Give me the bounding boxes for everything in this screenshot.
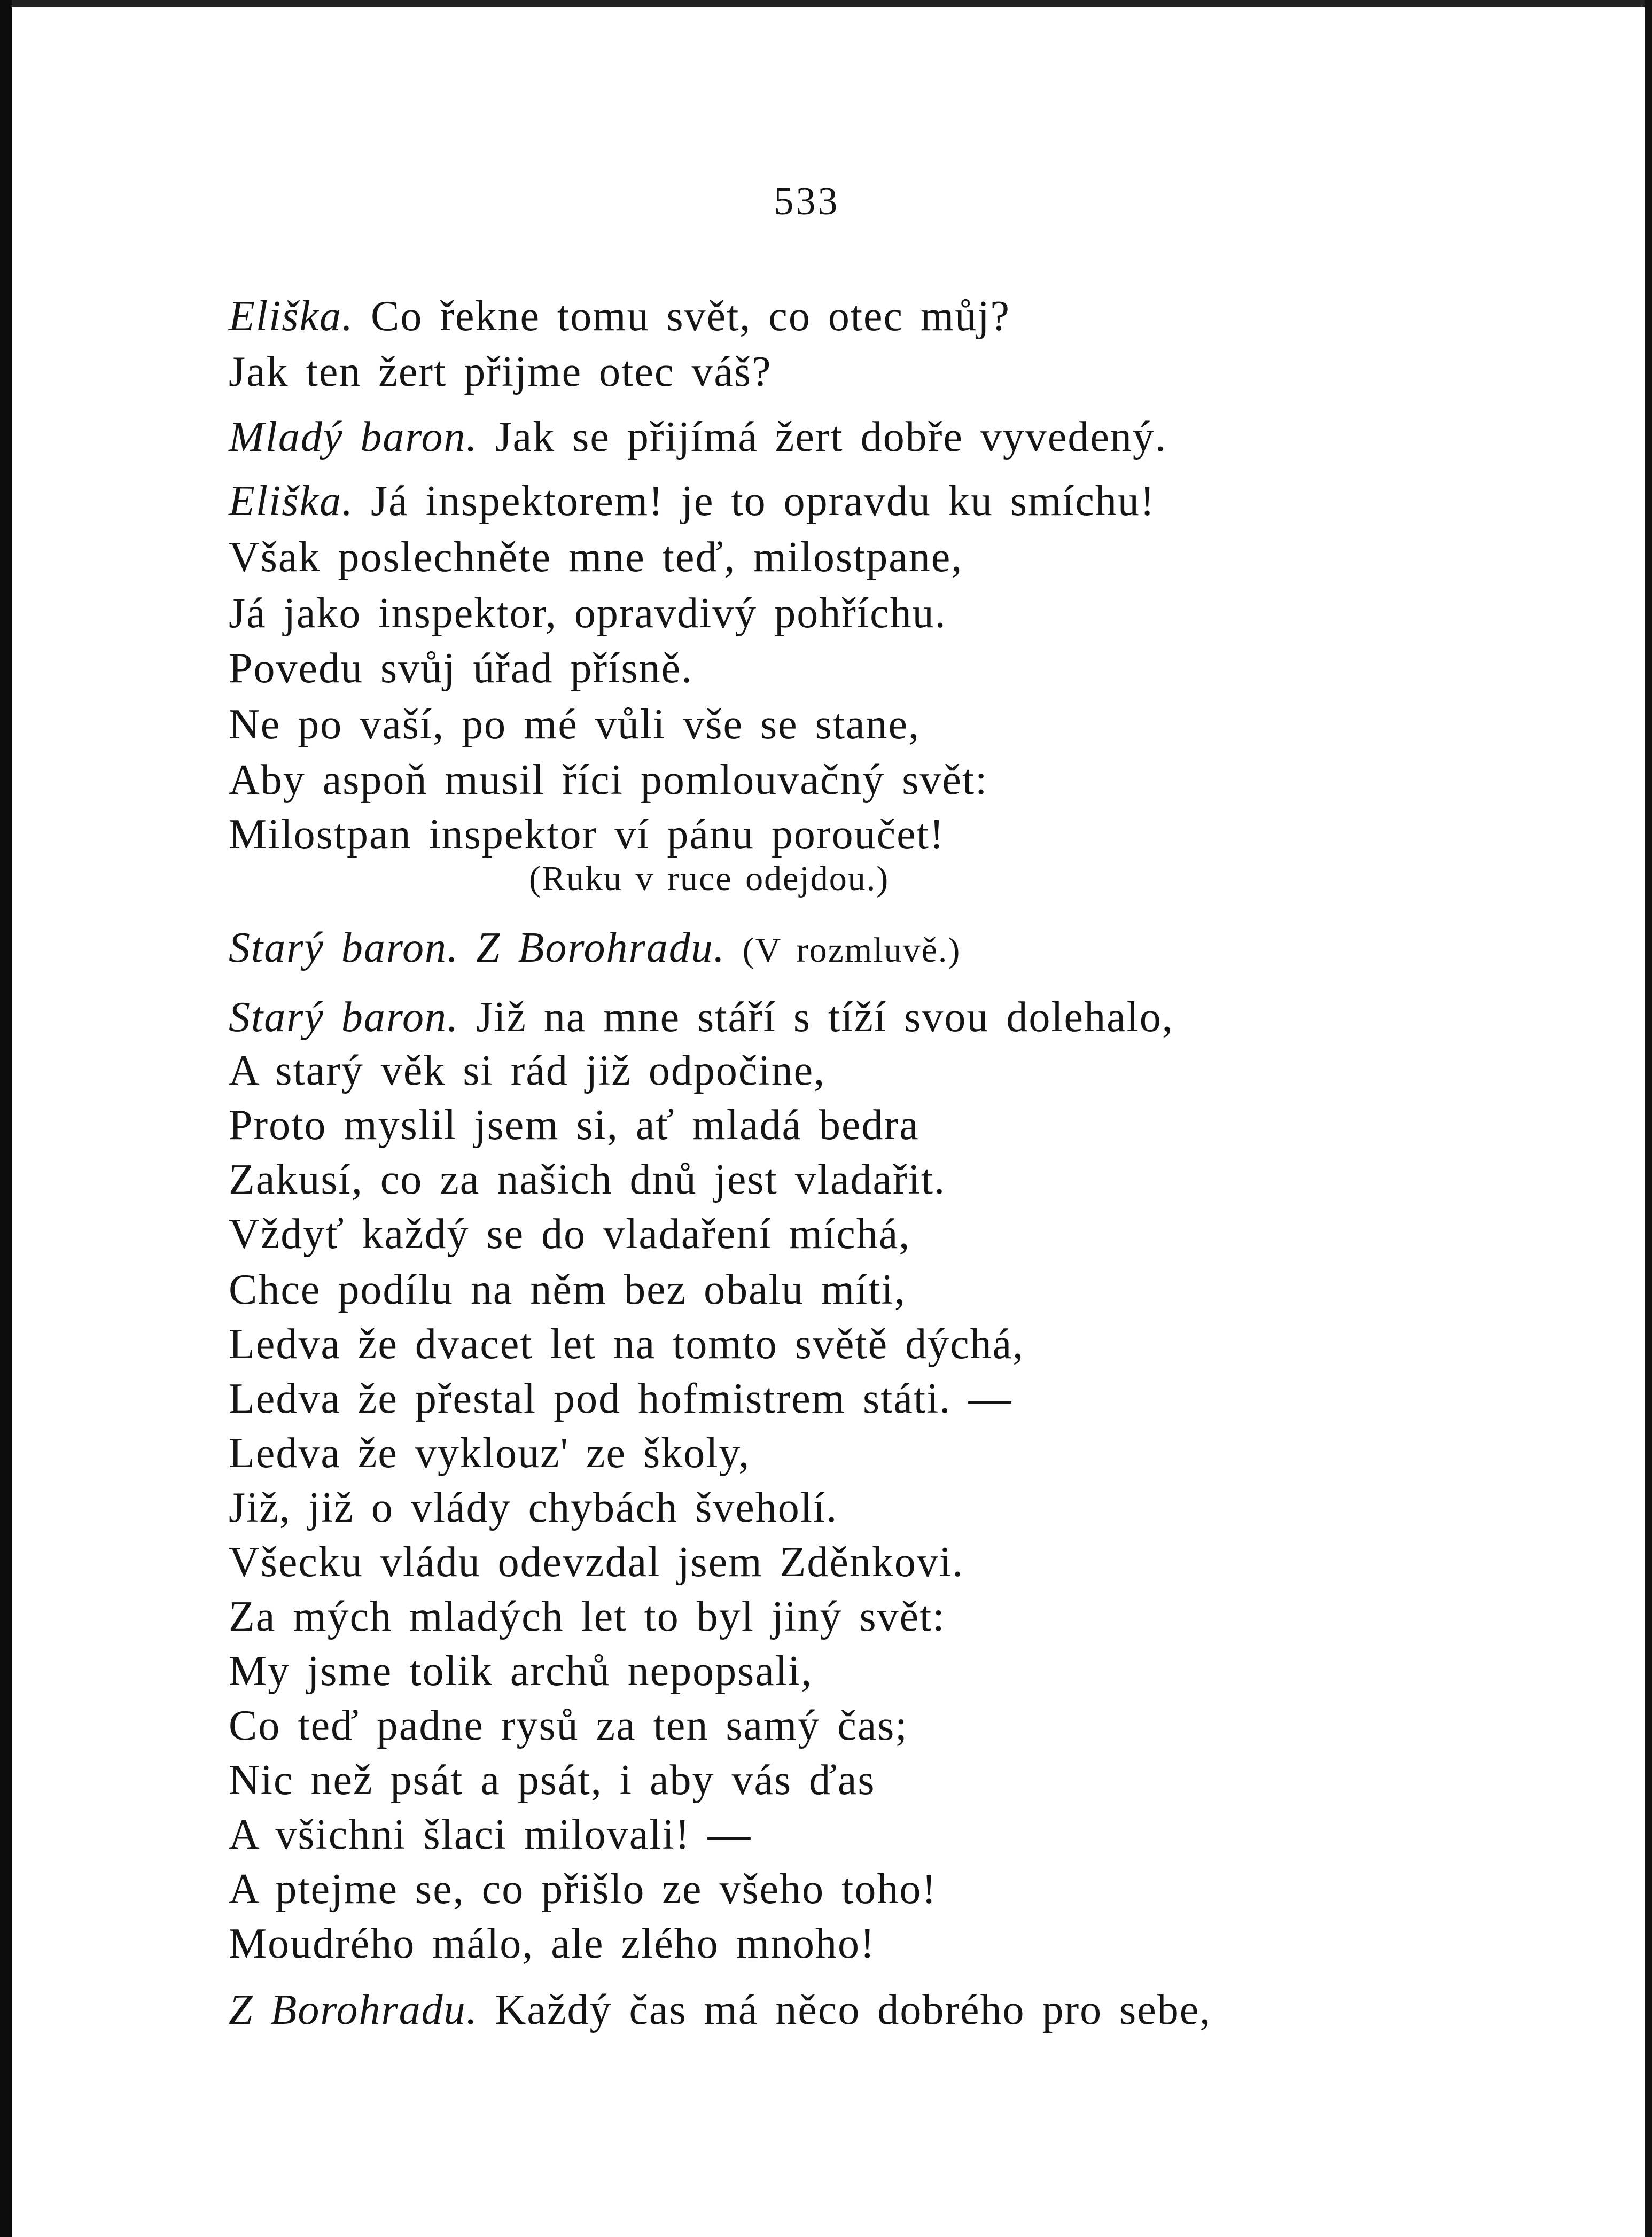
verse-text: Každý čas má něco dobrého pro sebe, (495, 1986, 1212, 2033)
verse-line (229, 1704, 908, 1747)
verse-line (229, 1158, 946, 1201)
verse-text: Již na mne stáří s tíží svou dolehalo, (476, 994, 1174, 1041)
verse-line (229, 1104, 919, 1147)
verse-text: Milostpan inspektor ví pánu poroučet! (229, 811, 945, 858)
scan-edge-right (1645, 0, 1652, 2237)
speaker-name: Starý baron. (229, 994, 459, 1041)
verse-text: A všichni šlaci milovali! — (229, 1811, 752, 1858)
verse-text: Nic než psát a psát, i aby vás ďas (229, 1757, 876, 1804)
stage-direction: (V rozmluvě.) (742, 931, 961, 970)
verse-line (229, 1486, 838, 1529)
verse-text: Co teď padne rysů za ten samý čas; (229, 1702, 908, 1749)
verse-text: Všecku vládu odevzdal jsem Zděnkovi. (229, 1539, 964, 1586)
verse-line (229, 647, 693, 690)
verse-line (229, 1813, 751, 1856)
verse-line (229, 536, 963, 579)
verse-line (229, 1541, 964, 1584)
speaker-name: Mladý baron. (229, 414, 478, 461)
speaker-name: Eliška. (229, 478, 354, 525)
verse-line (229, 1868, 937, 1911)
verse-text: Ledva že dvacet let na tomto světě dýchá, (229, 1321, 1025, 1368)
verse-line (229, 813, 945, 856)
verse-line (229, 350, 772, 393)
verse-line (229, 1213, 910, 1256)
verse-text: Již, již o vlády chybách šveholí. (229, 1484, 838, 1531)
verse-line (229, 1268, 906, 1311)
verse-line (229, 1049, 825, 1092)
scan-edge-top (0, 0, 1652, 7)
verse-line (229, 480, 1156, 523)
verse-text: Zakusí, co za našich dnů jest vladařit. (229, 1156, 946, 1203)
verse-text: Já inspektorem! je to opravdu ku smíchu! (370, 478, 1156, 525)
verse-text: Já jako inspektor, opravdivý pohříchu. (229, 590, 947, 637)
verse-text: Jak ten žert přijme otec váš? (229, 348, 772, 395)
verse-text: Za mých mladých let to byl jiný svět: (229, 1593, 946, 1640)
verse-line (229, 1432, 750, 1475)
verse-text: Chce podílu na něm bez obalu míti, (229, 1266, 906, 1313)
speaker-names: Starý baron. Z Borohradu. (229, 924, 726, 971)
speaker-name: Z Borohradu. (229, 1986, 478, 2033)
verse-text: My jsme tolik archů nepopsali, (229, 1648, 813, 1695)
verse-text: Povedu svůj úřad přísně. (229, 645, 693, 692)
verse-line (229, 1650, 813, 1693)
verse-text: Proto myslil jsem si, ať mladá bedra (229, 1102, 919, 1149)
page-number: 533 (774, 180, 840, 223)
verse-text: Vždyť každý se do vladaření míchá, (229, 1211, 911, 1258)
verse-line (229, 1323, 1024, 1366)
speaker-name: Eliška. (229, 293, 354, 340)
verse-line (229, 1759, 876, 1802)
verse-text: Však poslechněte mne teď, milostpane, (229, 534, 963, 581)
verse-line (229, 592, 947, 635)
verse-line (229, 996, 1174, 1039)
verse-line (229, 757, 988, 804)
verse-text: A ptejme se, co přišlo ze všeho toho! (229, 1866, 937, 1913)
verse-line (229, 1986, 1212, 2033)
verse-text: Aby aspoň musil říci pomlouvačný svět: (229, 757, 988, 804)
verse-line (229, 1595, 946, 1638)
scan-edge-left (0, 0, 12, 2237)
verse-text: Ledva že vyklouz' ze školy, (229, 1430, 751, 1477)
verse-text: Co řekne tomu svět, co otec můj? (370, 293, 1011, 340)
verse-line (229, 1922, 876, 1965)
verse-line (229, 703, 920, 746)
verse-line (229, 295, 1010, 338)
verse-line (229, 414, 1167, 461)
verse-line (229, 926, 961, 969)
verse-line (229, 1377, 1012, 1420)
verse-text: Jak se přijímá žert dobře vyvedený. (495, 414, 1167, 461)
verse-text: Ledva že přestal pod hofmistrem státi. — (229, 1375, 1012, 1422)
verse-text: A starý věk si rád již odpočine, (229, 1047, 826, 1094)
stage-direction: (Ruku v ruce odejdou.) (529, 859, 890, 898)
verse-text: Ne po vaší, po mé vůli vše se stane, (229, 701, 920, 748)
verse-text: Moudrého málo, ale zlého mnoho! (229, 1920, 876, 1967)
